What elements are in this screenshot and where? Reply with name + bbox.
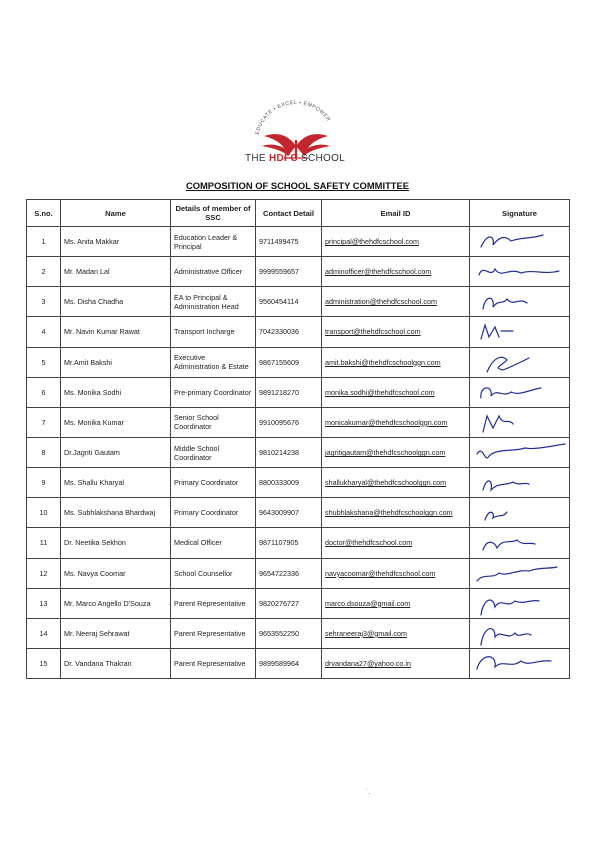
signature-scribble <box>473 438 573 467</box>
header-name: Name <box>61 200 171 227</box>
table-row <box>27 588 570 618</box>
member-contact: 9891218270 <box>256 377 322 407</box>
signature-stroke <box>477 444 565 458</box>
table-row <box>27 227 570 257</box>
member-signature <box>470 377 570 407</box>
member-name: Ms. Shallu Kharyal <box>61 468 171 498</box>
signature-scribble <box>473 619 573 648</box>
member-role: Administrative Officer <box>171 257 256 287</box>
document-title: COMPOSITION OF SCHOOL SAFETY COMMITTEE <box>185 180 410 191</box>
member-contact: 9867155609 <box>256 347 322 377</box>
member-role: School Counsellor <box>171 558 256 588</box>
signature-scribble <box>473 589 573 618</box>
table-row <box>27 648 570 678</box>
signature-scribble <box>473 378 573 407</box>
member-role: Medical Officer <box>171 528 256 558</box>
logo-motto: EDUCATE • EXCEL • EMPOWER <box>254 99 332 136</box>
table-row <box>27 257 570 287</box>
signature-stroke <box>487 357 529 372</box>
member-contact: 9871107905 <box>256 528 322 558</box>
member-name: Mr. Madan Lal <box>61 257 171 287</box>
member-contact: 9820276727 <box>256 588 322 618</box>
signature-stroke <box>483 416 513 432</box>
svg-text:EDUCATE • EXCEL • EMPOWER <box>255 100 332 135</box>
table-row <box>27 437 570 467</box>
member-sno: 11 <box>27 528 61 558</box>
member-role: EA to Principal & Administration Head <box>171 287 256 317</box>
member-email[interactable]: drvandana27@yahoo.co.in <box>322 648 470 678</box>
member-role: Parent Representative <box>171 588 256 618</box>
member-sno: 8 <box>27 437 61 467</box>
member-role: Executive Administration & Estate <box>171 347 256 377</box>
member-contact: 7042330036 <box>256 317 322 347</box>
header-contact: Contact Detail <box>256 200 322 227</box>
member-email[interactable]: transport@thehdfcschool.com <box>322 317 470 347</box>
member-name: Dr. Vandana Thakran <box>61 648 171 678</box>
member-signature <box>470 257 570 287</box>
member-role: Pre-primary Coordinator <box>171 377 256 407</box>
member-email[interactable]: adminofficer@thehdfcschool.com <box>322 257 470 287</box>
header-sno: S.no. <box>27 200 61 227</box>
signature-scribble <box>473 348 573 377</box>
member-email[interactable]: amit.bakshi@thehdfcschoolggn.com <box>322 347 470 377</box>
signature-stroke <box>481 235 543 247</box>
member-sno: 9 <box>27 468 61 498</box>
member-name: Ms. Subhlakshana Bhardwaj <box>61 498 171 528</box>
signature-stroke <box>481 388 541 398</box>
member-name: Ms. Monika Kumar <box>61 407 171 437</box>
member-signature <box>470 227 570 257</box>
member-role: Senior School Coordinator <box>171 407 256 437</box>
member-name: Mr. Navin Kumar Rawat <box>61 317 171 347</box>
member-sno: 3 <box>27 287 61 317</box>
member-sno: 6 <box>27 377 61 407</box>
member-sno: 5 <box>27 347 61 377</box>
member-contact: 9654722336 <box>256 558 322 588</box>
signature-stroke <box>477 657 551 669</box>
table-row <box>27 528 570 558</box>
member-contact: 9643009907 <box>256 498 322 528</box>
member-signature <box>470 588 570 618</box>
committee-table <box>26 199 570 679</box>
table-row <box>27 407 570 437</box>
header-role: Details of member of SSC <box>171 200 256 227</box>
member-email[interactable]: navyacoomar@thehdfcschool.com <box>322 558 470 588</box>
member-email[interactable]: principal@thehdfcschool.com <box>322 227 470 257</box>
member-name: Ms. Navya Coomar <box>61 558 171 588</box>
member-contact: 9910095676 <box>256 407 322 437</box>
member-role: Middle School Coordinator <box>171 437 256 467</box>
member-email[interactable]: jagritigautam@thehdfcschoolggn.com <box>322 437 470 467</box>
member-signature <box>470 468 570 498</box>
signature-stroke <box>483 540 535 550</box>
member-signature <box>470 528 570 558</box>
member-sno: 13 <box>27 588 61 618</box>
member-sno: 15 <box>27 648 61 678</box>
member-contact: 9999559657 <box>256 257 322 287</box>
school-name <box>220 153 370 164</box>
member-name: Dr. Neetika Sekhon <box>61 528 171 558</box>
member-sno: 4 <box>27 317 61 347</box>
signature-scribble <box>473 468 573 497</box>
signature-stroke <box>481 325 513 339</box>
member-name: Mr. Marco Angello D'Souza <box>61 588 171 618</box>
member-name: Ms. Monika Sodhi <box>61 377 171 407</box>
school-name-suffix: SCHOOL <box>301 153 346 164</box>
school-name-prefix: THE <box>244 153 266 164</box>
member-email[interactable]: monicakumar@thehdfcschoolggn.com <box>322 407 470 437</box>
member-email[interactable]: monika.sodhi@thehdfcschool.com <box>322 377 470 407</box>
signature-stroke <box>483 481 529 490</box>
table-row <box>27 377 570 407</box>
member-contact: 9810214238 <box>256 437 322 467</box>
table-row <box>27 468 570 498</box>
table-row <box>27 618 570 648</box>
member-email[interactable]: shallukharyal@thehdfcschoolggn.com <box>322 468 470 498</box>
member-contact: 9711499475 <box>256 227 322 257</box>
member-signature <box>470 407 570 437</box>
signature-scribble <box>473 528 573 557</box>
table-row <box>27 558 570 588</box>
member-signature <box>470 648 570 678</box>
table-row <box>27 347 570 377</box>
member-signature <box>470 618 570 648</box>
member-role: Parent Representative <box>171 648 256 678</box>
member-email[interactable]: doctor@thehdfcschool.com <box>322 528 470 558</box>
member-signature <box>470 437 570 467</box>
signature-stroke <box>485 512 507 520</box>
signature-stroke <box>483 299 527 310</box>
page-mark: ˙. <box>366 789 371 796</box>
signature-stroke <box>481 600 539 615</box>
member-signature <box>470 347 570 377</box>
member-name: Ms. Anita Makkar <box>61 227 171 257</box>
signature-scribble <box>473 408 573 437</box>
table-row <box>27 317 570 347</box>
member-email[interactable]: sehraneeraj3@gmail.com <box>322 618 470 648</box>
member-sno: 2 <box>27 257 61 287</box>
school-name-brand: HDFC <box>268 153 298 164</box>
signature-scribble <box>473 227 573 256</box>
member-signature <box>470 317 570 347</box>
member-role: Primary Coordinator <box>171 498 256 528</box>
member-contact: 8800333009 <box>256 468 322 498</box>
member-name: Dr.Jagriti Gautam <box>61 437 171 467</box>
member-sno: 1 <box>27 227 61 257</box>
header-signature: Signature <box>470 200 570 227</box>
member-contact: 9560454114 <box>256 287 322 317</box>
member-signature <box>470 498 570 528</box>
member-sno: 12 <box>27 558 61 588</box>
signature-scribble <box>473 498 573 527</box>
signature-stroke <box>477 567 557 581</box>
signature-scribble <box>473 287 573 316</box>
member-email[interactable]: marco.dsouza@gmail.com <box>322 588 470 618</box>
member-contact: 9899589964 <box>256 648 322 678</box>
header-email: Email ID <box>322 200 470 227</box>
signature-stroke <box>481 628 531 644</box>
member-signature <box>470 558 570 588</box>
table-row <box>27 287 570 317</box>
signature-stroke <box>479 269 559 275</box>
member-role: Parent Representative <box>171 618 256 648</box>
member-role: Primary Coordinator <box>171 468 256 498</box>
member-name: Mr.Amit Bakshi <box>61 347 171 377</box>
member-signature <box>470 287 570 317</box>
member-role: Education Leader & Principal <box>171 227 256 257</box>
member-contact: 9653552250 <box>256 618 322 648</box>
member-name: Mr. Neeraj Sehrawat <box>61 618 171 648</box>
member-sno: 7 <box>27 407 61 437</box>
signature-scribble <box>473 649 573 678</box>
member-email[interactable]: administration@thehdfcschool.com <box>322 287 470 317</box>
member-name: Ms. Disha Chadha <box>61 287 171 317</box>
member-email[interactable]: shubhlakshana@thehdfcschoolggn.com <box>322 498 470 528</box>
table-row <box>27 498 570 528</box>
table-header-row <box>27 200 570 227</box>
member-role: Transport Incharge <box>171 317 256 347</box>
member-sno: 14 <box>27 618 61 648</box>
member-sno: 10 <box>27 498 61 528</box>
signature-scribble <box>473 317 573 346</box>
signature-scribble <box>473 559 573 588</box>
signature-scribble <box>473 257 573 286</box>
